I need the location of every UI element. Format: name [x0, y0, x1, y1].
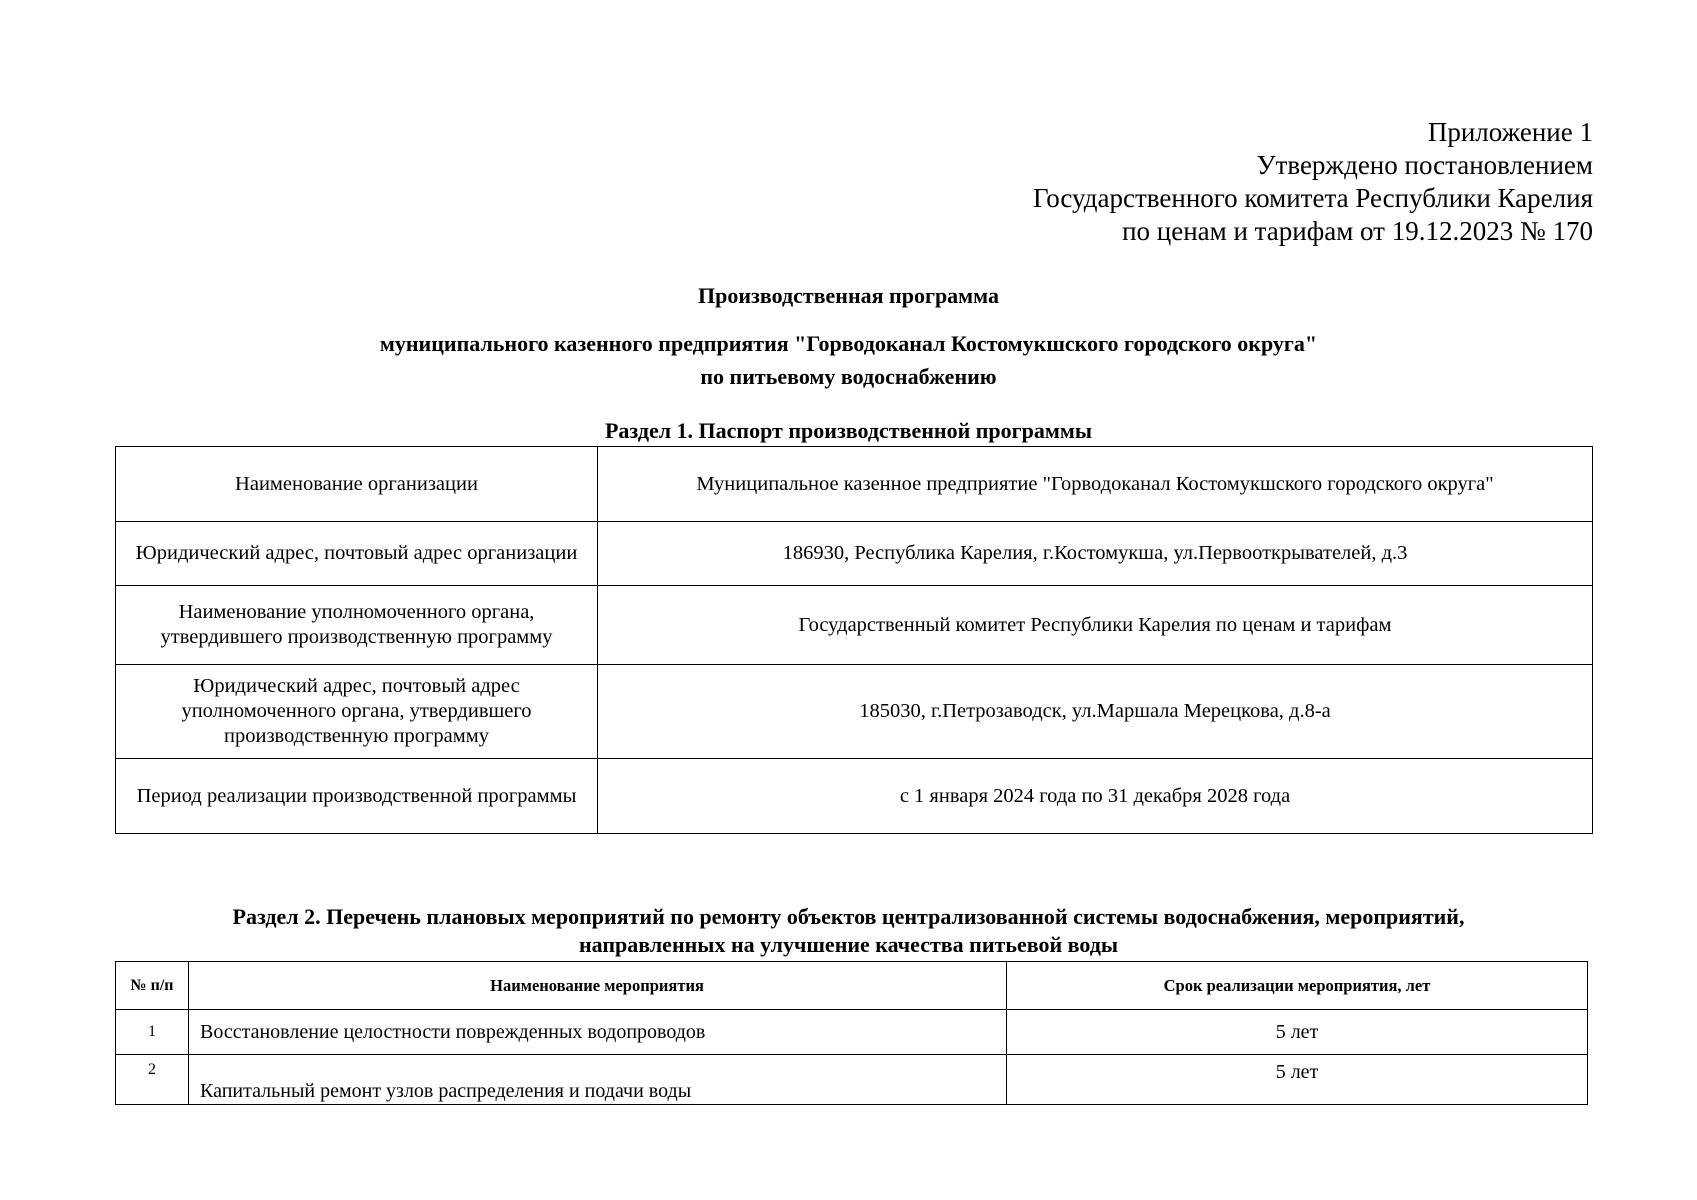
subtitle-organization: муниципального казенного предприятия "Горводоканал Костомукшского городского округа" — [379, 331, 1318, 356]
table-row — [116, 665, 1593, 759]
event-name: Капитальный ремонт узлов распределения и подачи воды — [189, 1055, 1007, 1105]
column-header-name: Наименование мероприятия — [189, 962, 1007, 1010]
passport-value: с 1 января 2024 года по 31 декабря 2028 года — [598, 759, 1593, 834]
passport-value: 185030, г.Петрозаводск, ул.Маршала Мерецкова, д.8-а — [598, 665, 1593, 759]
passport-key: Период реализации производственной программы — [116, 759, 598, 834]
section2-heading-line2: направленных на улучшение качества питьевой воды — [578, 932, 1119, 957]
annex-approved: Утверждено постановлением — [1256, 150, 1593, 180]
table-row — [116, 586, 1593, 665]
event-number: 2 — [116, 1055, 189, 1105]
table-row — [116, 1055, 1588, 1105]
event-name: Восстановление целостности поврежденных водопроводов — [189, 1010, 1007, 1055]
document-title: Производственная программа — [697, 283, 1000, 308]
event-term: 5 лет — [1007, 1055, 1588, 1105]
passport-key: Наименование организации — [116, 447, 598, 522]
passport-table — [115, 446, 1593, 834]
column-header-number: № п/п — [116, 962, 189, 1010]
section1-heading: Раздел 1. Паспорт производственной программы — [604, 418, 1093, 443]
passport-key: Юридический адрес, почтовый адрес уполномоченного органа, утвердившего производственную программу — [116, 665, 598, 759]
passport-value: 186930, Республика Карелия, г.Костомукша, ул.Первооткрывателей, д.3 — [598, 522, 1593, 586]
event-number: 1 — [116, 1010, 189, 1055]
passport-value: Государственный комитет Республики Карелия по ценам и тарифам — [598, 586, 1593, 665]
passport-key: Юридический адрес, почтовый адрес организации — [116, 522, 598, 586]
annex-number: Приложение 1 — [1427, 117, 1593, 147]
table-header-row — [116, 962, 1588, 1010]
table-row — [116, 522, 1593, 586]
annex-committee: Государственного комитета Республики Карелия — [1032, 183, 1593, 213]
annex-block — [1033, 116, 1593, 248]
document-subtitle — [0, 327, 1697, 393]
table-row — [116, 1010, 1588, 1055]
events-table — [115, 961, 1588, 1105]
annex-decree: по ценам и тарифам от 19.12.2023 № 170 — [1122, 216, 1593, 246]
table-row — [116, 447, 1593, 522]
section2-heading-line1: Раздел 2. Перечень плановых мероприятий по ремонту объектов централизованной системы водоснабжения, мероприятий, — [232, 904, 1465, 929]
passport-key: Наименование уполномоченного органа, утвердившего производственную программу — [116, 586, 598, 665]
passport-value: Муниципальное казенное предприятие "Горводоканал Костомукшского городского округа" — [598, 447, 1593, 522]
subtitle-scope: по питьевому водоснабжению — [700, 364, 997, 389]
table-row — [116, 759, 1593, 834]
column-header-term: Срок реализации мероприятия, лет — [1007, 962, 1588, 1010]
event-term: 5 лет — [1007, 1010, 1588, 1055]
section2-heading — [0, 903, 1697, 959]
